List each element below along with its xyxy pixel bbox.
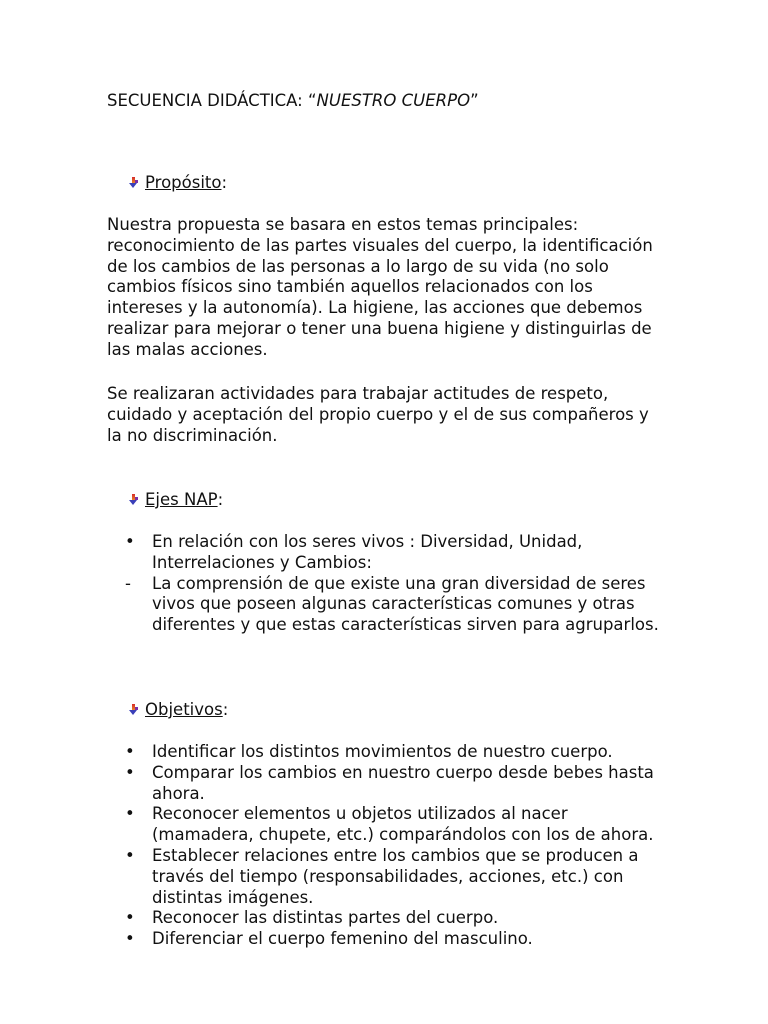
section-heading-objetivos (129, 700, 228, 721)
proposito-paragraph: Se realizaran actividades para trabajar actitudes de respeto, cuidado y aceptación del propio cuerpo y el de sus compañeros y la no discriminación. (107, 384, 649, 445)
bullet-marker: • (125, 929, 135, 949)
list-item-text: Diferenciar el cuerpo femenino del masculino. (152, 929, 533, 949)
bullet-marker: • (125, 908, 135, 928)
proposito-paragraph: Nuestra propuesta se basara en estos temas principales: reconocimiento de las partes visuales del cuerpo, la identificación de los cambios de las personas a lo largo de su vida (no solo cambios físicos sino también aquellos relacionados con los intereses y la autonomía). La higiene, las acciones que debemos realizar para mejorar o tener una buena higiene y distinguirlas de las malas acciones. (107, 215, 653, 359)
list-item-text: En relación con los seres vivos : Diversidad, Unidad, Interrelaciones y Cambios: (152, 532, 583, 572)
section-label-ejes-nap: Ejes NAP (145, 490, 218, 509)
objetivos-list (107, 742, 667, 950)
list-item (107, 908, 667, 929)
bullet-marker: • (125, 845, 135, 865)
list-item-text: Reconocer elementos u objetos utilizados al nacer (mamadera, chupete, etc.) comparándolos con los de ahora. (152, 804, 654, 845)
list-item (107, 742, 667, 763)
bullet-marker: • (125, 762, 135, 782)
list-item-text: Establecer relaciones entre los cambios que se producen a través del tiempo (responsabilidades, acciones, etc.) con distintas imágenes. (152, 845, 639, 907)
title-open-quote: “ (307, 91, 317, 110)
list-item (107, 574, 667, 636)
list-item (107, 763, 667, 805)
bullet-marker: • (125, 742, 135, 761)
arrow-bullet-icon (129, 177, 139, 189)
list-item-text: Identificar los distintos movimientos de nuestro cuerpo. (152, 742, 613, 761)
section-label-proposito: Propósito (145, 173, 222, 192)
list-item (107, 532, 667, 574)
bullet-marker: • (125, 804, 135, 824)
title-emphasis: NUESTRO CUERPO (316, 91, 471, 110)
title-close-quote: ” (470, 91, 479, 110)
list-item-text: La comprensión de que existe una gran diversidad de seres vivos que poseen algunas características comunes y otras diferentes y que estas características sirven para agruparlos. (152, 573, 659, 635)
list-item-text: Comparar los cambios en nuestro cuerpo desde bebes hasta ahora. (152, 762, 654, 803)
document-title (107, 91, 479, 112)
title-prefix: SECUENCIA DIDÁCTICA: (107, 91, 308, 110)
section-heading-ejes-nap (129, 490, 223, 511)
list-item (107, 804, 667, 846)
ejes-list (107, 532, 667, 636)
list-item (107, 929, 667, 950)
arrow-bullet-icon (129, 704, 139, 716)
section-colon: : (222, 700, 229, 719)
section-colon: : (217, 490, 224, 509)
dash-marker: - (125, 573, 131, 593)
arrow-bullet-icon (129, 494, 139, 506)
section-heading-proposito (129, 173, 227, 194)
section-label-objetivos: Objetivos (145, 700, 223, 719)
list-item-text: Reconocer las distintas partes del cuerpo. (152, 908, 499, 928)
list-item (107, 846, 667, 908)
bullet-marker: • (125, 532, 135, 551)
section-colon: : (221, 173, 228, 192)
